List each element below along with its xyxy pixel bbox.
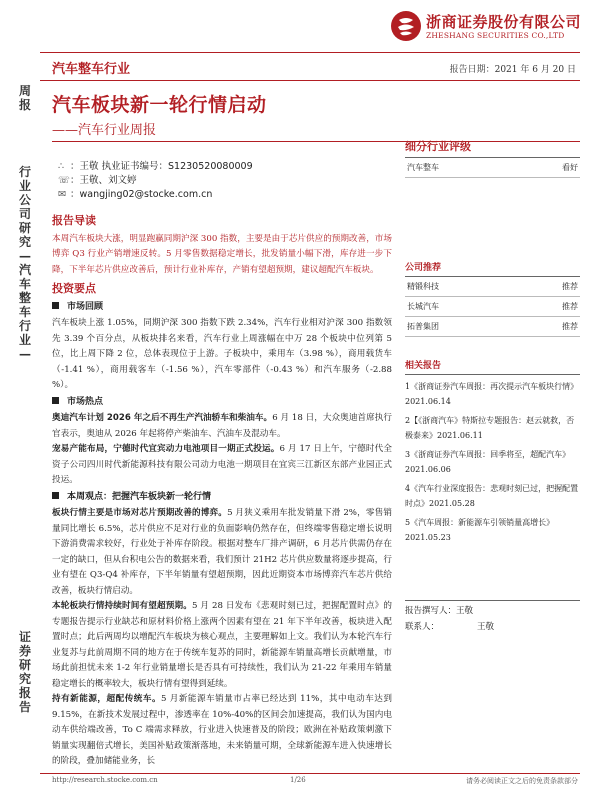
brand-name-en: ZHESHANG SECURITIES CO.,LTD (426, 31, 565, 40)
divider (405, 374, 580, 375)
report-date: 报告日期：2021 年 6 月 20 日 (449, 65, 576, 75)
related-report-link[interactable]: 3《浙商证券汽车周报：回季将至，超配汽车》2021.06.06 (405, 450, 571, 474)
hot-item-2: 宠易产能布局，宁德时代宜宾动力电池项目一期正式投运。6 月 17 日上午，宁德时代全资子公司四川时代新能源科技有限公司动力电池一期项目在宜宾三江新区东部产业园正式投运。 (52, 444, 392, 485)
page-title: 汽车板块新一轮行情启动 (52, 94, 267, 116)
phone-icon: ☏ (58, 175, 70, 186)
related-report-link[interactable]: 2【《浙商汽车》特斯拉专题报告：赵云就救，否极泰来》2021.06.11 (405, 416, 575, 440)
page-number: 1/26 (290, 776, 306, 784)
bullet-square-icon (52, 302, 59, 309)
intro-heading: 报告导读 (52, 214, 96, 227)
hot-item-1: 奥迪汽车计划 2026 年之后不再生产汽油轿车和柴油车。6 月 18 日，大众奥迪首席执行官表示，奥迪从 2026 年起将停产柴油车、汽油车及混动车。 (52, 413, 392, 439)
sidebar (405, 138, 580, 178)
view-item-3: 持有新能源，超配传统车。5 月新能源车销量市占率已经达到 11%，其中电动车达到 9.15%，在新技术发展过程中，渗透率在 10%-40%的区间会加速提高，我们认为国内电动车供给端改善，To C 端需求释放，行业进入快速普及的阶段；欧洲在补贴政策刺激下销量实现翻倍式增长，美国补贴政策渐落地，未来销量可期，全球新能源车进入快速增长的阶段，叠加储能业务，长 (52, 694, 392, 766)
recommend-block (405, 260, 580, 337)
author-line: 报告撰写人：王敬 (405, 600, 580, 616)
recommend-row: 精锻科技 推荐 (405, 277, 580, 297)
recommend-heading: 公司推荐 (405, 263, 442, 273)
brand-name-cn: 浙商证券股份有限公司 (426, 13, 582, 31)
footer-disclaimer: 请务必阅读正文之后的免责条款部分 (466, 777, 578, 785)
main-content (52, 210, 392, 770)
view-item-1: 板块行情主要是市场对芯片预期改善的博弈。5 月狭义乘用车批发销量下滑 2%，零售销量同比增长 6.5%，芯片供应不足对行业的负面影响仍然存在，但终端零售稳定增长说明下游消费需求较好，行业处于补库存阶段。根据对整车厂排产调研，6 月芯片供需仍存在一定的缺口，但从台积电公告的数据来看，我们预计 21H2 芯片供应数量将逐步提高，行业有望在 Q3-Q4 补库存，下半年销量有望超预期，因此近期资本市场博弈汽车芯片供给改善，板块行情启动。 (52, 508, 392, 596)
recommend-row: 拓普集团 推荐 (405, 317, 580, 337)
footer-url[interactable]: http://research.stocke.com.cn (52, 776, 158, 784)
rating-heading: 细分行业评级 (405, 140, 471, 153)
header-divider (40, 52, 580, 53)
analyst-row (58, 158, 253, 172)
footer-divider (40, 773, 580, 774)
market-review-heading: 市场回顾 (52, 300, 392, 316)
related-block (405, 358, 580, 549)
divider (405, 600, 580, 601)
analyst-row (58, 186, 212, 200)
analyst-email[interactable]: ：wangjing02@stocke.com.cn (70, 189, 213, 200)
header-divider-2 (40, 80, 580, 81)
industry-label: 汽车整车行业 (52, 62, 131, 77)
report-category-label: 行业公司研究—汽车整车行业— (18, 165, 31, 361)
page-subtitle: ——汽车行业周报 (52, 123, 157, 138)
company-logo (390, 10, 590, 46)
report-type-label: 周报 (18, 84, 31, 112)
view-item-2: 本轮板块行情持续时间有望超预期。5 月 28 日发布《悲观时刻已过，把握配置时点》的专题报告提示行业缺芯和原材料价格上涨两个因素有望在 21 年下半年改善，板块进入配置时点；此后两周均以增配汽车板块为核心观点，主要理解如上文。我们认为本轮汽车行业复苏与此前周期不同的地方在于传统车复苏的同时，新能源车销量高增长贡献增量，市场此前担忧未来 1-2 年行业销量增长是否具有可持续性，我们认为 21-22 年乘用车销量稳定增长的概率较大，板块行情有望得到延续。 (52, 601, 392, 689)
analyst-text: ：王敬 执业证书编号：S1230520080009 (70, 161, 253, 172)
analyst-row (58, 172, 137, 186)
contact-line: 联系人： 王敬 (405, 622, 495, 632)
report-disclaimer-label: 证券研究报告 (18, 630, 31, 714)
related-report-link[interactable]: 1《浙商证券汽车周报：再次提示汽车板块行情》2021.06.14 (405, 382, 579, 406)
points-heading: 投资要点 (52, 282, 96, 295)
mail-icon: ✉ (58, 189, 66, 200)
logo-emblem-icon (390, 10, 422, 42)
related-report-link[interactable]: 5《汽车周报：新能源车引领销量高增长》2021.05.23 (405, 518, 555, 542)
related-report-link[interactable]: 4《汽车行业深度报告：悲观时刻已过，把握配置时点》2021.05.28 (405, 484, 579, 508)
bullet-square-icon (52, 397, 59, 404)
related-heading: 相关报告 (405, 361, 442, 371)
view-heading: 本周观点：把握汽车板块新一轮行情 (52, 490, 392, 506)
recommend-row: 长城汽车 推荐 (405, 297, 580, 317)
bullet-square-icon (52, 492, 59, 499)
rating-row: 汽车整车 看好 (405, 158, 580, 178)
intro-text: 本周汽车板块大涨，明显跑赢同期沪深 300 指数，主要是由于芯片供应的预期改善，市场博弈 Q3 行业产销增速反转。5 月零售数据稳定增长，批发销量小幅下滑，库存进一步下降，下半年芯片供应改善后，预计行业补库存，产销有望超预期，建议超配汽车板块。 (52, 233, 392, 275)
person-icon: ∴ (58, 161, 65, 172)
market-review-text: 汽车板块上涨 1.05%，同期沪深 300 指数下跌 2.34%，汽车行业相对沪深 300 指数领先 3.39 个百分点，从板块排名来看，汽车行业上周涨幅在中万 28 个板块中位列第 5 位，比上周下降 2 位，总体表现位于上游。子板块中，乘用车（3.98 %），商用载货车（-1.41 %），商用载客车（-1.56 %），汽车零部件（-0.43 %）和汽车服务（-2.88 %）。 (52, 318, 392, 390)
hot-heading: 市场热点 (52, 395, 392, 411)
analyst-text: ：王敬、刘文婷 (70, 175, 137, 186)
